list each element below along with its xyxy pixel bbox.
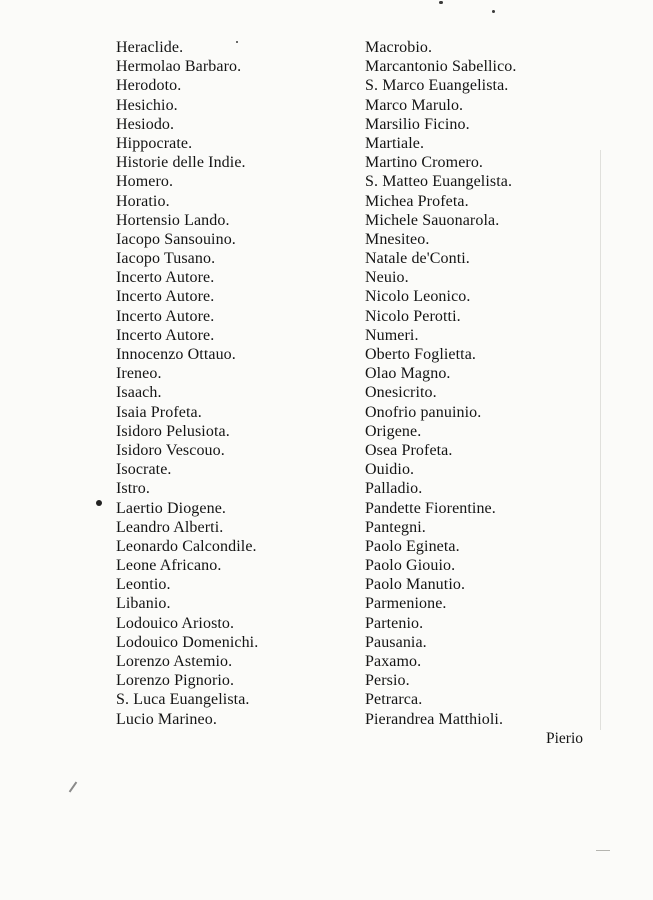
author-entry: Persio. <box>365 672 410 690</box>
author-entry: Leone Africano. <box>116 557 222 575</box>
author-entry: Lodouico Ariosto. <box>116 614 235 632</box>
author-entry: Laertio Diogene. <box>116 499 226 517</box>
ink-blot <box>96 500 102 506</box>
author-entry: Isidoro Pelusiota. <box>116 422 230 440</box>
author-entry: Isaach. <box>116 384 162 402</box>
author-entry: Isaia Profeta. <box>116 403 202 421</box>
author-entry: Natale de'Conti. <box>365 250 470 268</box>
author-entry: Osea Profeta. <box>365 441 453 459</box>
author-entry: Leandro Alberti. <box>116 518 224 536</box>
author-entry: Iacopo Tusano. <box>116 250 216 268</box>
author-entry: Macrobio. <box>365 39 433 56</box>
author-entry: Paolo Manutio. <box>365 576 466 594</box>
author-entry: Michele Sauonarola. <box>365 211 500 229</box>
author-entry: Heraclide. <box>116 39 184 56</box>
author-entry: Nicolo Leonico. <box>365 288 471 306</box>
author-entry: Incerto Autore. <box>116 307 215 325</box>
author-entry: Pierandrea Matthioli. <box>365 710 504 728</box>
author-entry: Incerto Autore. <box>116 288 215 306</box>
author-entry: Onofrio panuinio. <box>365 403 482 421</box>
author-entry: Numeri. <box>365 326 419 344</box>
author-entry: Isocrate. <box>116 461 172 479</box>
author-entry: Oberto Foglietta. <box>365 346 477 363</box>
author-entry: Istro. <box>116 480 150 498</box>
author-entry: Pausania. <box>365 633 427 651</box>
author-entry: Lucio Marineo. <box>116 710 217 728</box>
author-entry: Parmenione. <box>365 595 447 613</box>
author-entry: Leontio. <box>116 576 171 594</box>
paper-scratch <box>596 850 610 851</box>
author-entry: Isidoro Vescouo. <box>116 441 225 459</box>
author-entry: Innocenzo Ottauo. <box>116 346 236 363</box>
author-entry: Martiale. <box>365 134 425 152</box>
author-entry: Incerto Autore. <box>116 269 215 287</box>
author-entry: Homero. <box>116 173 174 191</box>
author-entry: Pantegni. <box>365 518 426 536</box>
author-entry: Marsilio Ficino. <box>365 115 470 133</box>
author-entry: Ireneo. <box>116 365 162 383</box>
author-entry: Hesiodo. <box>116 115 175 133</box>
author-list-left <box>116 38 258 729</box>
author-entry: Hermolao Barbaro. <box>116 58 242 76</box>
author-entry: Neuio. <box>365 269 409 287</box>
author-entry: Michea Profeta. <box>365 192 469 210</box>
author-entry: Ouidio. <box>365 461 415 479</box>
author-list-right <box>365 38 517 729</box>
paper-scratch <box>69 782 78 793</box>
author-entry: Paolo Egineta. <box>365 537 460 555</box>
author-entry: Marcantonio Sabellico. <box>365 58 517 76</box>
author-entry: Marco Marulo. <box>365 96 464 114</box>
author-entry: Iacopo Sansouino. <box>116 230 236 248</box>
author-entry: Herodoto. <box>116 77 182 95</box>
author-entry: Nicolo Perotti. <box>365 307 461 325</box>
author-entry: Petrarca. <box>365 691 423 709</box>
paper-crease <box>600 150 601 730</box>
author-entry: Hippocrate. <box>116 134 193 152</box>
author-entry: S. Luca Euangelista. <box>116 691 250 709</box>
author-entry: S. Matteo Euangelista. <box>365 173 513 191</box>
catchword: Pierio <box>546 730 584 747</box>
author-entry: Paxamo. <box>365 653 422 670</box>
author-entry: Historie delle Indie. <box>116 154 246 172</box>
author-entry: Leonardo Calcondile. <box>116 537 257 555</box>
author-entry: Pandette Fiorentine. <box>365 499 496 517</box>
author-entry: Martino Cromero. <box>365 154 484 172</box>
ink-speck <box>439 1 443 4</box>
author-entry: Incerto Autore. <box>116 326 215 344</box>
author-entry: Partenio. <box>365 614 424 632</box>
author-entry: Horatio. <box>116 192 170 210</box>
author-entry: Origene. <box>365 422 422 440</box>
author-entry: Paolo Giouio. <box>365 557 456 575</box>
author-entry: Olao Magno. <box>365 365 451 383</box>
author-entry: S. Marco Euangelista. <box>365 77 509 95</box>
ink-speck <box>492 10 495 13</box>
author-entry: Onesicrito. <box>365 384 437 402</box>
author-entry: Lorenzo Astemio. <box>116 653 233 670</box>
author-entry: Hortensio Lando. <box>116 211 230 229</box>
author-entry: Hesichio. <box>116 96 178 114</box>
author-entry: Lorenzo Pignorio. <box>116 672 235 690</box>
author-entry: Libanio. <box>116 595 171 613</box>
author-entry: Lodouico Domenichi. <box>116 633 259 651</box>
author-entry: Palladio. <box>365 480 423 498</box>
author-entry: Mnesiteo. <box>365 230 430 248</box>
